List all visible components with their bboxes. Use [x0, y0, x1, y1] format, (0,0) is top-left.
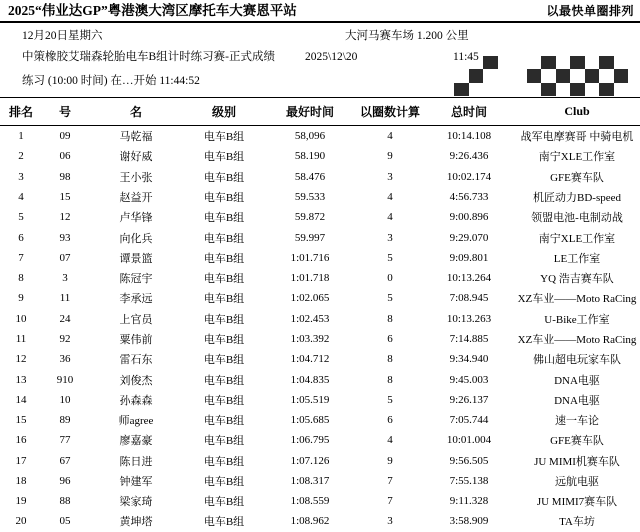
cell-laps: 5 [387, 292, 393, 305]
cell-number: 910 [56, 373, 74, 386]
cell-name: 卢华锋 [119, 212, 153, 225]
cell-name: 向化兵 [119, 232, 153, 245]
cell-laps: 5 [387, 393, 393, 406]
cell-club: DNA电驱 [554, 394, 600, 407]
sort-order-label: 以最快单圈排列 [546, 4, 634, 18]
cell-class: 电车B组 [203, 131, 245, 144]
cell-name: 雷石东 [119, 354, 153, 367]
cell-name: 王小张 [119, 171, 153, 184]
cell-best-time: 1:08.317 [290, 474, 330, 487]
column-header-number: 号 [42, 98, 88, 126]
cell-laps: 8 [387, 312, 393, 325]
cell-laps: 7 [387, 495, 393, 508]
page-title: 2025“伟业达GP”粤港澳大湾区摩托车大赛恩平站 [8, 3, 297, 18]
cell-total-time: 9:09.801 [449, 251, 489, 264]
session-info-block [0, 26, 640, 98]
cell-name: 谭景篮 [119, 252, 153, 265]
cell-laps: 9 [387, 454, 393, 467]
cell-number: 11 [59, 292, 71, 305]
cell-class: 电车B组 [203, 475, 245, 488]
column-header-name: 名 [88, 98, 184, 126]
cell-rank: 2 [18, 150, 24, 163]
cell-number: 93 [59, 231, 71, 244]
cell-total-time: 10:02.174 [446, 170, 492, 183]
column-header-best-time: 最好时间 [264, 98, 356, 126]
cell-name: 师agree [118, 415, 154, 428]
cell-club: JU MIMI7赛车队 [536, 496, 618, 509]
cell-club: GFE赛车队 [550, 171, 604, 184]
cell-class: 电车B组 [203, 516, 245, 529]
cell-rank: 8 [18, 272, 24, 285]
cell-best-time: 1:08.962 [290, 515, 330, 528]
cell-number: 15 [59, 190, 71, 203]
cell-best-time: 59.872 [294, 211, 326, 224]
cell-class: 电车B组 [203, 252, 245, 265]
cell-total-time: 9:56.505 [449, 454, 489, 467]
cell-rank: 10 [15, 312, 27, 325]
table-row [0, 349, 640, 369]
cell-club: U-Bike工作室 [544, 313, 610, 326]
cell-number: 98 [59, 170, 71, 183]
cell-class: 电车B组 [203, 151, 245, 164]
cell-rank: 15 [15, 414, 27, 427]
cell-club: XZ车业——Moto RaCing [517, 293, 637, 306]
cell-rank: 17 [15, 454, 27, 467]
cell-total-time: 10:14.108 [446, 130, 492, 143]
cell-rank: 20 [15, 515, 27, 528]
results-table-body [0, 126, 640, 532]
cell-club: DNA电驱 [554, 374, 600, 387]
cell-best-time: 1:08.559 [290, 495, 330, 508]
table-row [0, 511, 640, 531]
cell-number: 89 [59, 414, 71, 427]
cell-number: 05 [59, 515, 71, 528]
cell-total-time: 3:58.909 [449, 515, 489, 528]
cell-best-time: 1:03.392 [290, 332, 330, 345]
cell-best-time: 1:06.795 [290, 434, 330, 447]
cell-name: 李承远 [119, 293, 153, 306]
cell-number: 77 [59, 434, 71, 447]
cell-best-time: 1:07.126 [290, 454, 330, 467]
cell-class: 电车B组 [203, 191, 245, 204]
cell-laps: 6 [387, 332, 393, 345]
cell-rank: 3 [18, 170, 24, 183]
cell-total-time: 10:13.264 [446, 272, 492, 285]
cell-club: 速一车论 [555, 415, 599, 428]
cell-class: 电车B组 [203, 293, 245, 306]
cell-total-time: 9:00.896 [449, 211, 489, 224]
cell-best-time: 1:04.835 [290, 373, 330, 386]
cell-name: 黄坤塔 [119, 516, 153, 529]
cell-name: 刘俊杰 [119, 374, 153, 387]
info-row-session [0, 47, 640, 67]
cell-rank: 13 [15, 373, 27, 386]
cell-total-time: 9:11.328 [449, 495, 489, 508]
table-row [0, 369, 640, 389]
cell-total-time: 10:01.004 [446, 434, 492, 447]
table-row [0, 288, 640, 308]
cell-number: 06 [59, 150, 71, 163]
table-row [0, 227, 640, 247]
cell-name: 赵益开 [119, 191, 153, 204]
cell-total-time: 7:55.138 [449, 474, 489, 487]
cell-class: 电车B组 [203, 273, 245, 286]
cell-total-time: 9:29.070 [449, 231, 489, 244]
session-time: 11:45 [453, 51, 479, 63]
cell-name: 梁家琦 [119, 496, 153, 509]
table-row [0, 471, 640, 491]
cell-laps: 3 [387, 231, 393, 244]
cell-number: 67 [59, 454, 71, 467]
cell-best-time: 1:05.685 [290, 414, 330, 427]
cell-best-time: 59.533 [294, 190, 326, 203]
table-row [0, 309, 640, 329]
cell-laps: 8 [387, 353, 393, 366]
cell-number: 92 [59, 332, 71, 345]
column-header-laps: 以圈数计算 [356, 98, 424, 126]
cell-class: 电车B组 [203, 435, 245, 448]
cell-laps: 3 [387, 170, 393, 183]
cell-club: JU MIMI机赛车队 [534, 455, 620, 468]
cell-class: 电车B组 [203, 333, 245, 346]
cell-class: 电车B组 [203, 394, 245, 407]
cell-class: 电车B组 [203, 313, 245, 326]
cell-class: 电车B组 [203, 212, 245, 225]
cell-laps: 5 [387, 251, 393, 264]
table-row [0, 126, 640, 147]
cell-best-time: 59.997 [294, 231, 326, 244]
cell-laps: 6 [387, 414, 393, 427]
cell-name: 马乾福 [119, 131, 153, 144]
cell-name: 廖嘉豪 [119, 435, 153, 448]
cell-rank: 18 [15, 474, 27, 487]
cell-best-time: 1:02.065 [290, 292, 330, 305]
cell-club: 南宁XLE工作室 [538, 151, 616, 164]
table-row [0, 390, 640, 410]
cell-rank: 19 [15, 495, 27, 508]
table-row [0, 451, 640, 471]
cell-total-time: 9:34.940 [449, 353, 489, 366]
cell-total-time: 10:13.263 [446, 312, 492, 325]
cell-laps: 8 [387, 373, 393, 386]
table-row [0, 329, 640, 349]
cell-rank: 11 [15, 332, 27, 345]
cell-number: 96 [59, 474, 71, 487]
event-date: 12月20日星期六 [22, 30, 103, 42]
cell-name: 谢好威 [119, 151, 153, 164]
cell-class: 电车B组 [203, 354, 245, 367]
cell-laps: 0 [387, 272, 393, 285]
cell-number: 12 [59, 211, 71, 224]
column-header-total-time: 总时间 [424, 98, 514, 126]
cell-total-time: 7:14.885 [449, 332, 489, 345]
table-row [0, 491, 640, 511]
cell-class: 电车B组 [203, 232, 245, 245]
cell-total-time: 9:45.003 [449, 373, 489, 386]
cell-class: 电车B组 [203, 496, 245, 509]
cell-number: 09 [59, 130, 71, 143]
cell-name: 孙森森 [119, 394, 153, 407]
cell-laps: 4 [387, 211, 393, 224]
table-row [0, 430, 640, 450]
cell-laps: 3 [387, 515, 393, 528]
column-header-club: Club [514, 98, 640, 126]
table-row [0, 248, 640, 268]
cell-club: GFE赛车队 [550, 435, 604, 448]
cell-club: 战军电摩赛哥 中骑电机 [520, 131, 634, 144]
table-row [0, 207, 640, 227]
cell-best-time: 1:04.712 [290, 353, 330, 366]
cell-rank: 1 [18, 130, 24, 143]
info-row-practice [0, 69, 640, 93]
cell-number: 36 [59, 353, 71, 366]
cell-club: TA车坊 [559, 516, 595, 529]
info-row-date [0, 26, 640, 46]
cell-total-time: 9:26.137 [449, 393, 489, 406]
cell-rank: 7 [18, 251, 24, 264]
cell-number: 07 [59, 251, 71, 264]
cell-number: 10 [59, 393, 71, 406]
table-header-row [0, 98, 640, 126]
cell-best-time: 1:02.453 [290, 312, 330, 325]
cell-laps: 9 [387, 150, 393, 163]
cell-class: 电车B组 [203, 171, 245, 184]
cell-best-time: 1:01.716 [290, 251, 330, 264]
cell-number: 88 [59, 495, 71, 508]
venue-label: 大河马赛车场 1.200 公里 [345, 30, 469, 42]
cell-rank: 4 [18, 190, 24, 203]
cell-best-time: 58.476 [294, 170, 326, 183]
cell-rank: 9 [18, 292, 24, 305]
cell-name: 钟建军 [119, 475, 153, 488]
cell-rank: 14 [15, 393, 27, 406]
cell-club: 南宁XLE工作室 [538, 232, 616, 245]
cell-club: YQ 浩吉赛车队 [540, 273, 614, 286]
cell-number: 24 [59, 312, 71, 325]
cell-total-time: 7:08.945 [449, 292, 489, 305]
cell-total-time: 7:05.744 [449, 414, 489, 427]
cell-rank: 5 [18, 211, 24, 224]
cell-club: 机匠动力BD-speed [533, 191, 621, 204]
cell-club: 远航电驱 [555, 475, 599, 488]
column-header-rank: 排名 [0, 98, 42, 126]
cell-name: 陈日进 [119, 455, 153, 468]
cell-name: 上官员 [119, 313, 153, 326]
cell-laps: 7 [387, 474, 393, 487]
cell-club: XZ车业——Moto RaCing [517, 333, 637, 346]
cell-total-time: 9:26.436 [449, 150, 489, 163]
cell-name: 粟伟前 [119, 333, 153, 346]
cell-name: 陈冠宇 [119, 273, 153, 286]
table-row [0, 187, 640, 207]
table-row [0, 410, 640, 430]
cell-laps: 4 [387, 130, 393, 143]
cell-club: 领盟电池-电制动战 [531, 212, 623, 225]
session-name: 中策橡胶艾瑞森轮胎电车B组计时练习赛-正式成绩 [22, 51, 275, 63]
practice-start-label: 练习 (10:00 时间) 在…开始 11:44:52 [22, 75, 200, 87]
cell-club: LE工作室 [553, 252, 601, 265]
table-row [0, 268, 640, 288]
results-table [0, 98, 640, 532]
cell-best-time: 1:05.519 [290, 393, 330, 406]
cell-rank: 16 [15, 434, 27, 447]
document-title-bar [0, 0, 640, 23]
cell-club: 佛山超电玩家车队 [533, 354, 621, 367]
cell-rank: 6 [18, 231, 24, 244]
cell-number: 3 [62, 272, 68, 285]
cell-total-time: 4:56.733 [449, 190, 489, 203]
cell-class: 电车B组 [203, 415, 245, 428]
cell-best-time: 58.190 [294, 150, 326, 163]
cell-rank: 12 [15, 353, 27, 366]
cell-class: 电车B组 [203, 455, 245, 468]
table-row [0, 146, 640, 166]
cell-laps: 4 [387, 434, 393, 447]
cell-class: 电车B组 [203, 374, 245, 387]
column-header-class: 级别 [184, 98, 264, 126]
table-row [0, 167, 640, 187]
cell-best-time: 58,096 [294, 130, 326, 143]
session-date: 2025\12\20 [305, 51, 358, 63]
cell-best-time: 1:01.718 [290, 272, 330, 285]
cell-laps: 4 [387, 190, 393, 203]
